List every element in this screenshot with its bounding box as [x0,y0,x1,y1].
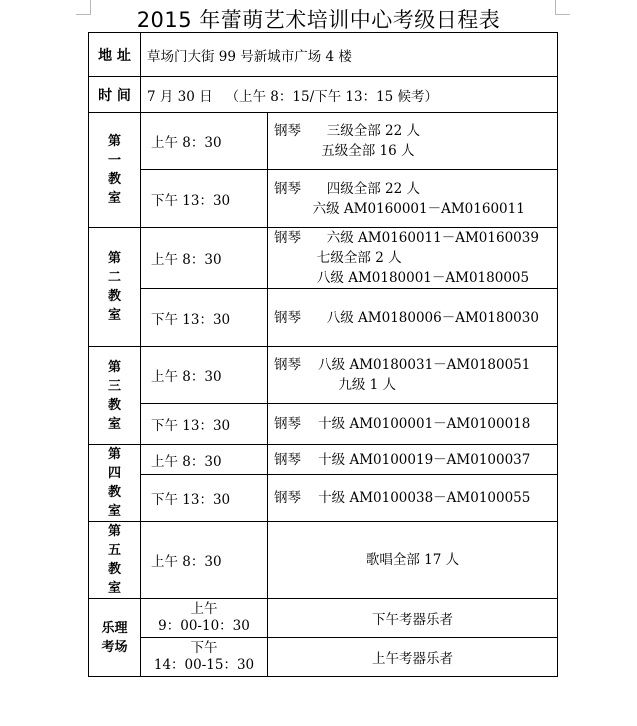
session-line: 钢琴 十级 AM0100038－AM0100055 [274,490,531,507]
room-name-char: 室 [107,581,121,596]
theory-period: 上午 [190,601,218,617]
session-content [268,170,558,228]
theory-row [89,599,558,638]
room-name-char: 一 [107,153,121,168]
theory-range: 9：00-10：30 [158,618,250,634]
room-name-char: 室 [107,308,121,323]
theory-name-line: 考场 [101,639,128,655]
session-line: 钢琴 八级 AM0180031－AM0180051 [274,357,531,373]
session-time: 下午 13：30 [141,289,268,347]
session-line: 五级全部 16 人 [274,143,415,159]
theory-name-line: 乐理 [101,620,128,636]
theory-content: 下午考器乐者 [268,599,558,638]
session-row [89,445,558,475]
session-content [268,445,558,475]
room-name-char: 教 [107,172,121,187]
room-name-char: 教 [107,562,121,577]
theory-name [89,599,141,677]
rooms-body [89,113,558,599]
session-time: 上午 8：30 [141,445,268,475]
session-time: 下午 13：30 [141,170,268,228]
session-line: 钢琴 三级全部 22 人 [274,123,421,139]
room-name-char: 第 [107,359,121,375]
room-name [89,445,141,522]
room-name [89,522,141,599]
room-name-char: 二 [107,270,121,285]
session-row [89,347,558,404]
session-content [268,475,558,522]
room-name-char: 室 [107,191,121,206]
room-name-char: 五 [107,543,121,558]
session-time: 下午 13：30 [141,404,268,445]
page-title: 2015 年蕾萌艺术培训中心考级日程表 [136,8,501,32]
theory-period: 下午 [190,640,218,656]
session-content [268,289,558,347]
session-time: 下午 13：30 [141,475,268,522]
room-name-char: 第 [107,524,121,539]
session-row [89,404,558,445]
session-time: 上午 8：30 [141,347,268,404]
session-row [89,170,558,228]
room-name-char: 三 [107,378,121,394]
address-label: 地 址 [89,33,141,77]
session-line: 钢琴 十级 AM0100001－AM0100018 [274,416,531,432]
room-name [89,113,141,228]
session-line: 钢琴 六级 AM0160011－AM0160039 [274,230,539,246]
schedule-table [88,32,558,677]
theory-range: 14：00-15：30 [153,657,255,673]
room-name-char: 室 [107,416,121,432]
session-content [268,228,558,289]
theory-body [89,599,558,677]
room-name [89,228,141,347]
theory-content: 上午考器乐者 [268,638,558,677]
session-content [268,522,558,599]
time-value: 7 月 30 日 （上午 8：15/下午 13：15 候考） [141,77,558,113]
theory-row [89,638,558,677]
room-name [89,347,141,445]
session-content [268,113,558,170]
session-line: 钢琴 八级 AM0180006－AM0180030 [274,309,539,326]
room-name-char: 教 [107,397,121,413]
room-name-char: 教 [107,485,121,500]
session-content [268,404,558,445]
session-line: 钢琴 四级全部 22 人 [274,180,421,197]
session-row [89,113,558,170]
room-name-char: 四 [107,466,121,481]
room-name-char: 第 [107,251,121,266]
session-line: 钢琴 十级 AM0100019－AM0100037 [274,451,531,468]
session-row [89,475,558,522]
room-name-char: 教 [107,289,121,304]
session-time: 上午 8：30 [141,113,268,170]
room-name-char: 第 [107,134,121,149]
theory-time [141,638,268,677]
session-line: 七级全部 2 人 [274,250,402,266]
room-name-char: 第 [107,447,121,462]
address-row [89,33,558,77]
session-row [89,522,558,599]
time-label: 时 间 [89,77,141,113]
session-line: 九级 1 人 [274,377,397,393]
session-content [268,347,558,404]
session-line: 歌唱全部 17 人 [365,552,460,568]
time-row [89,77,558,113]
session-line: 八级 AM0180001－AM0180005 [274,270,530,286]
theory-time [141,599,268,638]
session-row [89,289,558,347]
session-line: 六级 AM0160001－AM0160011 [274,200,525,217]
room-name-char: 室 [107,504,121,519]
address-value: 草场门大街 99 号新城市广场 4 楼 [141,33,558,77]
session-time: 上午 8：30 [141,228,268,289]
session-row [89,228,558,289]
session-time: 上午 8：30 [141,522,268,599]
